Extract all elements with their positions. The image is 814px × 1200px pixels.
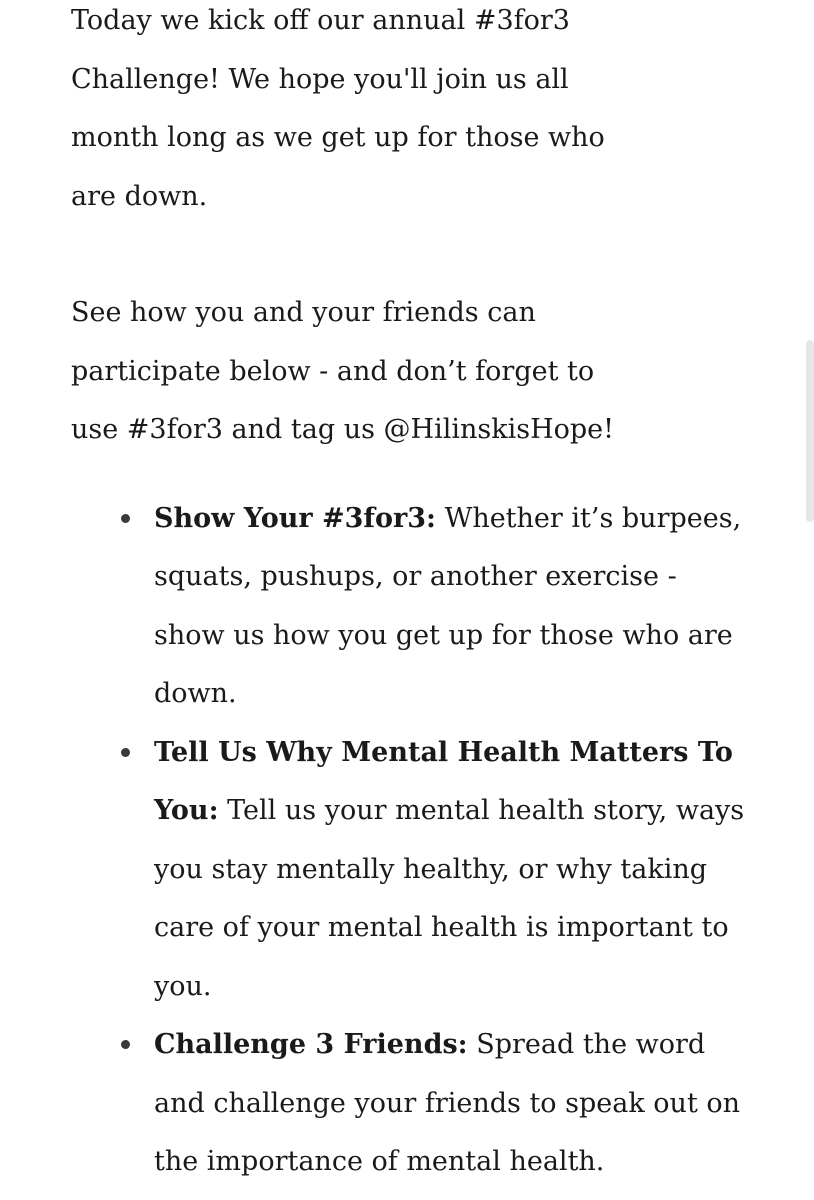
list-item-text [154, 724, 754, 1017]
list-item [71, 1016, 761, 1192]
list-item-body: Whether it’s burpees, squats, pushups, or another exercise - show us how you get up for those who are down. [154, 502, 742, 709]
challenge-list [71, 490, 761, 1192]
list-item-text [154, 1016, 754, 1192]
list-item-title: Challenge 3 Friends: [154, 1029, 468, 1060]
list-item-text [154, 490, 754, 724]
list-item [71, 490, 761, 724]
list-item-title: Show Your #3for3: [154, 502, 436, 534]
intro-paragraph: Today we kick off our annual #3for3 Challenge! We hope you'll join us all month long as we get up for those who are down. [71, 5, 605, 212]
list-item-body: Tell us your mental health story, ways you stay mentally healthy, or why taking care of your mental health is important to you. [154, 795, 745, 1002]
bullet-icon [121, 514, 130, 523]
paragraph-spacer [71, 226, 761, 284]
list-item [71, 724, 761, 1017]
list-item-body: Spread the word and challenge your friends to speak out on the importance of mental health. [154, 1029, 741, 1177]
bullet-icon [121, 1040, 130, 1049]
scrollbar-thumb[interactable] [806, 340, 814, 522]
instructions-paragraph: See how you and your friends can participate below - and don’t forget to use #3for3 and tag us @HilinskisHope! [71, 297, 614, 445]
article-body [71, 0, 761, 1192]
list-item-title: Tell Us Why Mental Health Matters To You: [154, 736, 733, 826]
bullet-icon [121, 748, 130, 757]
